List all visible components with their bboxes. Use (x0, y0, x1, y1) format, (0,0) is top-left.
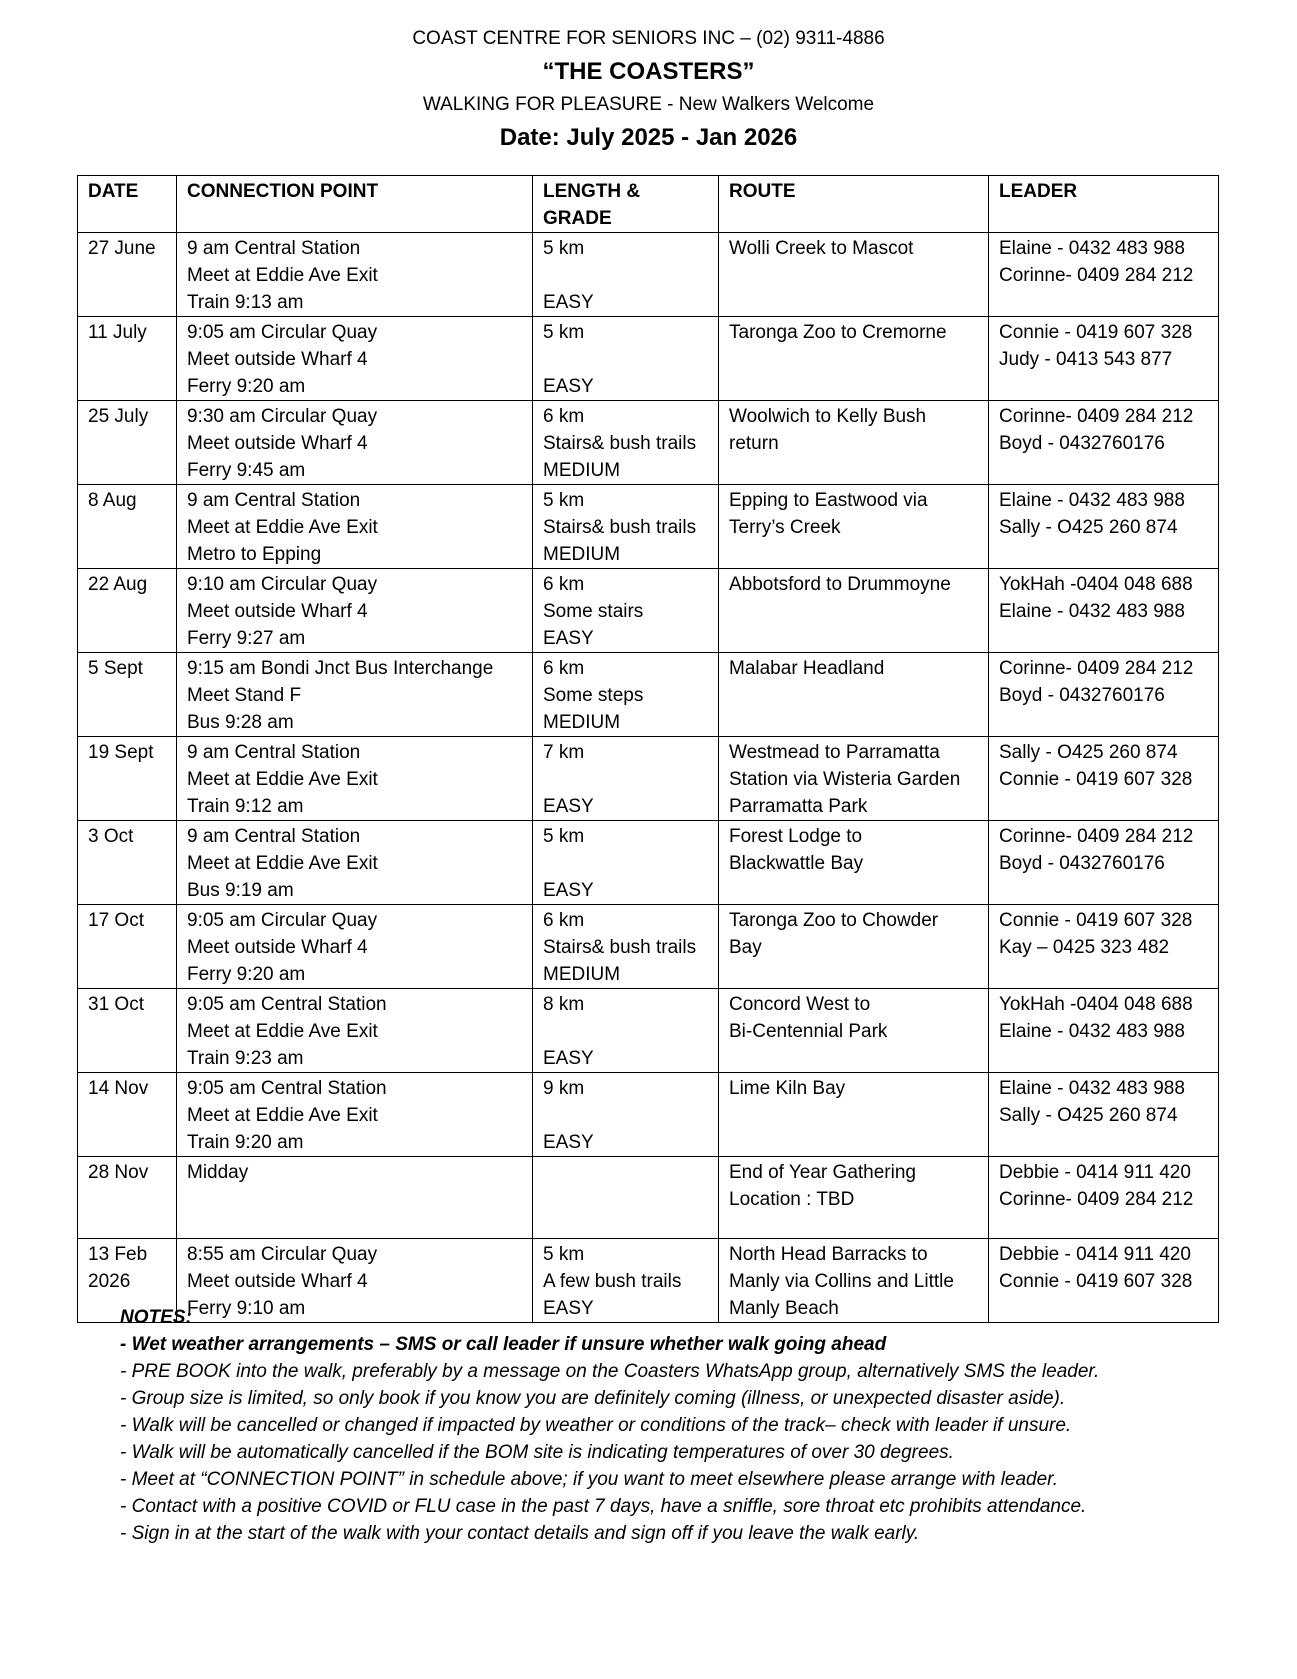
connection-point-cell-line: Ferry 9:10 am (187, 1298, 306, 1319)
header-leader: LEADER (989, 176, 1219, 233)
document-title: “THE COASTERS” (542, 58, 755, 85)
connection-point-cell (177, 1073, 533, 1157)
length-grade-cell-line: 6 km (543, 658, 585, 679)
length-grade-cell-line: EASY (543, 628, 594, 649)
length-grade-cell-line: Some stairs (543, 601, 644, 622)
length-grade-cell (533, 821, 719, 905)
note-item: - Wet weather arrangements – SMS or call leader if unsure whether walk going ahead (120, 1334, 887, 1355)
length-grade-cell-line: 6 km (543, 406, 585, 427)
leader-cell-line: Sally - O425 260 874 (999, 1105, 1178, 1126)
walk-schedule-table (77, 175, 1219, 1323)
route-cell-line: Manly via Collins and Little (729, 1271, 954, 1292)
route-cell-line: Malabar Headland (729, 658, 885, 679)
connection-point-cell-line: 9:05 am Central Station (187, 994, 387, 1015)
date-cell (78, 401, 177, 485)
table-row (78, 317, 1219, 401)
table-row (78, 821, 1219, 905)
route-cell-line: Wolli Creek to Mascot (729, 238, 914, 259)
connection-point-cell-line: Ferry 9:20 am (187, 376, 306, 397)
date-cell-line: 5 Sept (88, 658, 143, 679)
organization-line: COAST CENTRE FOR SENIORS INC – (02) 9311-4886 (412, 28, 885, 49)
connection-point-cell-line: Train 9:12 am (187, 796, 304, 817)
connection-point-cell-line: Ferry 9:27 am (187, 628, 306, 649)
route-cell (719, 569, 989, 653)
connection-point-cell-line: Meet Stand F (187, 685, 302, 706)
route-cell-line: Station via Wisteria Garden (729, 769, 961, 790)
date-cell (78, 1157, 177, 1239)
connection-point-cell (177, 737, 533, 821)
note-item: - Contact with a positive COVID or FLU case in the past 7 days, have a sniffle, sore throat etc prohibits attendance. (120, 1496, 1087, 1517)
table-row (78, 1157, 1219, 1239)
connection-point-cell-line: Meet outside Wharf 4 (187, 601, 368, 622)
route-cell-line: Concord West to (729, 994, 871, 1015)
date-cell-line: 2026 (88, 1271, 131, 1292)
leader-cell (989, 1073, 1219, 1157)
header-connection-point: CONNECTION POINT (177, 176, 533, 233)
route-cell-line: Epping to Eastwood via (729, 490, 928, 511)
note-item: - Sign in at the start of the walk with your contact details and sign off if you leave the walk early. (120, 1523, 920, 1544)
connection-point-cell-line: 9:15 am Bondi Jnct Bus Interchange (187, 658, 494, 679)
length-grade-cell-line: 7 km (543, 742, 585, 763)
route-cell-line: Manly Beach (729, 1298, 839, 1319)
route-cell-line: Bay (729, 937, 762, 958)
route-cell-line: North Head Barracks to (729, 1244, 928, 1265)
leader-cell-line: Kay – 0425 323 482 (999, 937, 1170, 958)
length-grade-cell-line: EASY (543, 1132, 594, 1153)
route-cell (719, 401, 989, 485)
length-grade-cell-line: MEDIUM (543, 460, 621, 481)
connection-point-cell-line: Meet at Eddie Ave Exit (187, 1105, 378, 1126)
date-cell-line: 31 Oct (88, 994, 144, 1015)
connection-point-cell (177, 233, 533, 317)
connection-point-cell-line: Meet at Eddie Ave Exit (187, 1021, 378, 1042)
connection-point-cell-line: Meet outside Wharf 4 (187, 433, 368, 454)
date-cell-line: 25 July (88, 406, 149, 427)
connection-point-cell (177, 1157, 533, 1239)
table-row (78, 401, 1219, 485)
leader-cell-line: Sally - O425 260 874 (999, 742, 1178, 763)
connection-point-cell (177, 569, 533, 653)
route-cell (719, 233, 989, 317)
date-cell-line: 3 Oct (88, 826, 134, 847)
length-grade-cell-line: 9 km (543, 1078, 585, 1099)
length-grade-cell-line (543, 1018, 708, 1045)
length-grade-cell (533, 737, 719, 821)
table-row (78, 1073, 1219, 1157)
length-grade-cell (533, 233, 719, 317)
connection-point-cell-line: Meet at Eddie Ave Exit (187, 853, 378, 874)
connection-point-cell-line: 9 am Central Station (187, 238, 361, 259)
date-cell-line: 19 Sept (88, 742, 154, 763)
date-cell-line: 14 Nov (88, 1078, 149, 1099)
leader-cell-line: Sally - O425 260 874 (999, 517, 1178, 538)
length-grade-cell (533, 989, 719, 1073)
length-grade-cell-line: A few bush trails (543, 1271, 682, 1292)
route-cell-line: Woolwich to Kelly Bush (729, 406, 927, 427)
leader-cell-line: Connie - 0419 607 328 (999, 769, 1193, 790)
connection-point-cell-line: 8:55 am Circular Quay (187, 1244, 378, 1265)
connection-point-cell-line: Meet outside Wharf 4 (187, 349, 368, 370)
table-body (78, 233, 1219, 1323)
table-row (78, 905, 1219, 989)
date-cell-line: 13 Feb (88, 1244, 148, 1265)
date-cell (78, 1073, 177, 1157)
connection-point-cell (177, 485, 533, 569)
length-grade-cell-line: MEDIUM (543, 964, 621, 985)
connection-point-cell (177, 821, 533, 905)
route-cell-line: Location : TBD (729, 1189, 855, 1210)
date-cell-line: 17 Oct (88, 910, 144, 931)
length-grade-cell-line: 8 km (543, 994, 585, 1015)
leader-cell (989, 317, 1219, 401)
route-cell (719, 317, 989, 401)
table-row (78, 233, 1219, 317)
date-cell (78, 317, 177, 401)
route-cell (719, 485, 989, 569)
table-row (78, 737, 1219, 821)
length-grade-cell-line (543, 346, 708, 373)
leader-cell (989, 1157, 1219, 1239)
length-grade-cell (533, 569, 719, 653)
length-grade-cell-line: EASY (543, 796, 594, 817)
leader-cell-line: Corinne- 0409 284 212 (999, 406, 1194, 427)
length-grade-cell (533, 1157, 719, 1239)
leader-cell (989, 989, 1219, 1073)
length-grade-cell-line: EASY (543, 292, 594, 313)
connection-point-cell-line: Bus 9:28 am (187, 712, 294, 733)
length-grade-cell-line: Stairs& bush trails (543, 937, 697, 958)
date-cell-line: 27 June (88, 238, 156, 259)
leader-cell-line: Boyd - 0432760176 (999, 853, 1165, 874)
connection-point-cell-line: 9:05 am Central Station (187, 1078, 387, 1099)
leader-cell-line: Boyd - 0432760176 (999, 685, 1165, 706)
table-row (78, 653, 1219, 737)
leader-cell (989, 737, 1219, 821)
leader-cell-line: Elaine - 0432 483 988 (999, 490, 1185, 511)
note-item: - Walk will be cancelled or changed if impacted by weather or conditions of the track– check with leader if unsure. (120, 1415, 1072, 1436)
length-grade-cell (533, 905, 719, 989)
date-cell (78, 737, 177, 821)
route-cell-line: Taronga Zoo to Cremorne (729, 322, 947, 343)
leader-cell-line: Connie - 0419 607 328 (999, 910, 1193, 931)
date-cell-line: 8 Aug (88, 490, 137, 511)
note-item: - PRE BOOK into the walk, preferably by a message on the Coasters WhatsApp group, alternatively SMS the leader. (120, 1361, 1100, 1382)
length-grade-cell-line: Some steps (543, 685, 644, 706)
route-cell-line: Forest Lodge to (729, 826, 863, 847)
date-cell (78, 821, 177, 905)
length-grade-cell-line (543, 850, 708, 877)
length-grade-cell-line: 6 km (543, 910, 585, 931)
length-grade-cell-line: EASY (543, 1298, 594, 1319)
route-cell-line: Taronga Zoo to Chowder (729, 910, 939, 931)
length-grade-cell-line: 5 km (543, 1244, 585, 1265)
length-grade-cell-line: MEDIUM (543, 712, 621, 733)
date-cell (78, 905, 177, 989)
length-grade-cell (533, 1073, 719, 1157)
connection-point-cell-line: 9 am Central Station (187, 742, 361, 763)
connection-point-cell-line: 9 am Central Station (187, 490, 361, 511)
route-cell (719, 653, 989, 737)
connection-point-cell-line: Meet at Eddie Ave Exit (187, 265, 378, 286)
length-grade-cell-line: 5 km (543, 322, 585, 343)
date-cell-line: 22 Aug (88, 574, 148, 595)
length-grade-cell-line (543, 262, 708, 289)
route-cell (719, 737, 989, 821)
route-cell-line: return (729, 433, 779, 454)
route-cell-line: Bi-Centennial Park (729, 1021, 888, 1042)
date-cell (78, 569, 177, 653)
leader-cell-line: Connie - 0419 607 328 (999, 1271, 1193, 1292)
date-cell (78, 233, 177, 317)
connection-point-cell (177, 317, 533, 401)
leader-cell-line: Debbie - 0414 911 420 (999, 1244, 1191, 1265)
length-grade-cell-line: 5 km (543, 826, 585, 847)
length-grade-cell-line: 6 km (543, 574, 585, 595)
table-row (78, 989, 1219, 1073)
connection-point-cell-line: Ferry 9:20 am (187, 964, 306, 985)
date-cell (78, 653, 177, 737)
length-grade-cell (533, 401, 719, 485)
connection-point-cell-line: Meet outside Wharf 4 (187, 1271, 368, 1292)
route-cell (719, 905, 989, 989)
route-cell-line: End of Year Gathering (729, 1162, 916, 1183)
leader-cell-line: Debbie - 0414 911 420 (999, 1162, 1191, 1183)
route-cell-line: Blackwattle Bay (729, 853, 864, 874)
connection-point-cell-line: Meet outside Wharf 4 (187, 937, 368, 958)
leader-cell-line: YokHah -0404 048 688 (999, 574, 1193, 595)
connection-point-cell-line: Bus 9:19 am (187, 880, 294, 901)
leader-cell-line: Corinne- 0409 284 212 (999, 826, 1194, 847)
length-grade-cell (533, 485, 719, 569)
length-grade-cell-line: Stairs& bush trails (543, 433, 697, 454)
route-cell (719, 1073, 989, 1157)
connection-point-cell (177, 989, 533, 1073)
date-cell (78, 989, 177, 1073)
note-item: - Meet at “CONNECTION POINT” in schedule above; if you want to meet elsewhere please arrange with leader. (120, 1469, 1059, 1490)
header-route: ROUTE (719, 176, 989, 233)
route-cell (719, 821, 989, 905)
leader-cell (989, 485, 1219, 569)
leader-cell-line: Corinne- 0409 284 212 (999, 1189, 1194, 1210)
table-row (78, 569, 1219, 653)
connection-point-cell-line: Metro to Epping (187, 544, 322, 565)
length-grade-cell-line: EASY (543, 880, 594, 901)
leader-cell (989, 821, 1219, 905)
route-cell-line: Abbotsford to Drummoyne (729, 574, 951, 595)
header-date: DATE (78, 176, 177, 233)
connection-point-cell-line: 9:30 am Circular Quay (187, 406, 378, 427)
connection-point-cell-line: 9:10 am Circular Quay (187, 574, 378, 595)
leader-cell-line: Judy - 0413 543 877 (999, 349, 1173, 370)
route-cell-line: Terry’s Creek (729, 517, 841, 538)
leader-cell (989, 905, 1219, 989)
length-grade-cell-line (543, 766, 708, 793)
leader-cell-line: Boyd - 0432760176 (999, 433, 1165, 454)
notes-heading: NOTES: (120, 1307, 192, 1328)
table-header-row (78, 176, 1219, 233)
connection-point-cell-line: Midday (187, 1162, 249, 1183)
header-length-grade: LENGTH & GRADE (533, 176, 719, 233)
leader-cell-line: Corinne- 0409 284 212 (999, 265, 1194, 286)
route-cell-line: Parramatta Park (729, 796, 868, 817)
connection-point-cell-line: Train 9:13 am (187, 292, 304, 313)
connection-point-cell-line: 9:05 am Circular Quay (187, 910, 378, 931)
connection-point-cell-line: Ferry 9:45 am (187, 460, 306, 481)
length-grade-cell-line: 5 km (543, 490, 585, 511)
connection-point-cell-line: Train 9:23 am (187, 1048, 304, 1069)
connection-point-cell-line: Train 9:20 am (187, 1132, 304, 1153)
length-grade-cell-line (543, 1159, 708, 1186)
leader-cell (989, 569, 1219, 653)
route-cell-line: Westmead to Parramatta (729, 742, 940, 763)
leader-cell (989, 401, 1219, 485)
note-item: - Group size is limited, so only book if you know you are definitely coming (illness, or unexpected disaster aside). (120, 1388, 1066, 1409)
connection-point-cell (177, 653, 533, 737)
connection-point-cell (177, 905, 533, 989)
leader-cell-line: Corinne- 0409 284 212 (999, 658, 1194, 679)
length-grade-cell-line: MEDIUM (543, 544, 621, 565)
length-grade-cell-line (543, 1102, 708, 1129)
length-grade-cell (533, 653, 719, 737)
route-cell (719, 989, 989, 1073)
leader-cell-line: Elaine - 0432 483 988 (999, 601, 1185, 622)
table-row (78, 485, 1219, 569)
length-grade-cell-line: EASY (543, 376, 594, 397)
length-grade-cell (533, 317, 719, 401)
length-grade-cell-line: 5 km (543, 238, 585, 259)
notes-list (120, 1331, 1220, 1547)
document-subtitle: WALKING FOR PLEASURE - New Walkers Welcome (422, 94, 875, 115)
notes-section (120, 1304, 1220, 1547)
leader-cell-line: YokHah -0404 048 688 (999, 994, 1193, 1015)
connection-point-cell-line: Meet at Eddie Ave Exit (187, 517, 378, 538)
leader-cell (989, 233, 1219, 317)
date-range: Date: July 2025 - Jan 2026 (499, 124, 798, 151)
date-cell-line: 28 Nov (88, 1162, 149, 1183)
connection-point-cell-line: Meet at Eddie Ave Exit (187, 769, 378, 790)
date-cell (78, 485, 177, 569)
length-grade-cell-line: Stairs& bush trails (543, 517, 697, 538)
route-cell (719, 1157, 989, 1239)
connection-point-cell (177, 401, 533, 485)
connection-point-cell-line: 9:05 am Circular Quay (187, 322, 378, 343)
date-cell-line: 11 July (88, 322, 147, 343)
leader-cell (989, 653, 1219, 737)
leader-cell-line: Elaine - 0432 483 988 (999, 238, 1185, 259)
leader-cell-line: Connie - 0419 607 328 (999, 322, 1193, 343)
leader-cell-line: Elaine - 0432 483 988 (999, 1021, 1185, 1042)
note-item: - Walk will be automatically cancelled if the BOM site is indicating temperatures of over 30 degrees. (120, 1442, 954, 1463)
connection-point-cell-line: 9 am Central Station (187, 826, 361, 847)
length-grade-cell-line: EASY (543, 1048, 594, 1069)
leader-cell-line: Elaine - 0432 483 988 (999, 1078, 1185, 1099)
route-cell-line: Lime Kiln Bay (729, 1078, 846, 1099)
